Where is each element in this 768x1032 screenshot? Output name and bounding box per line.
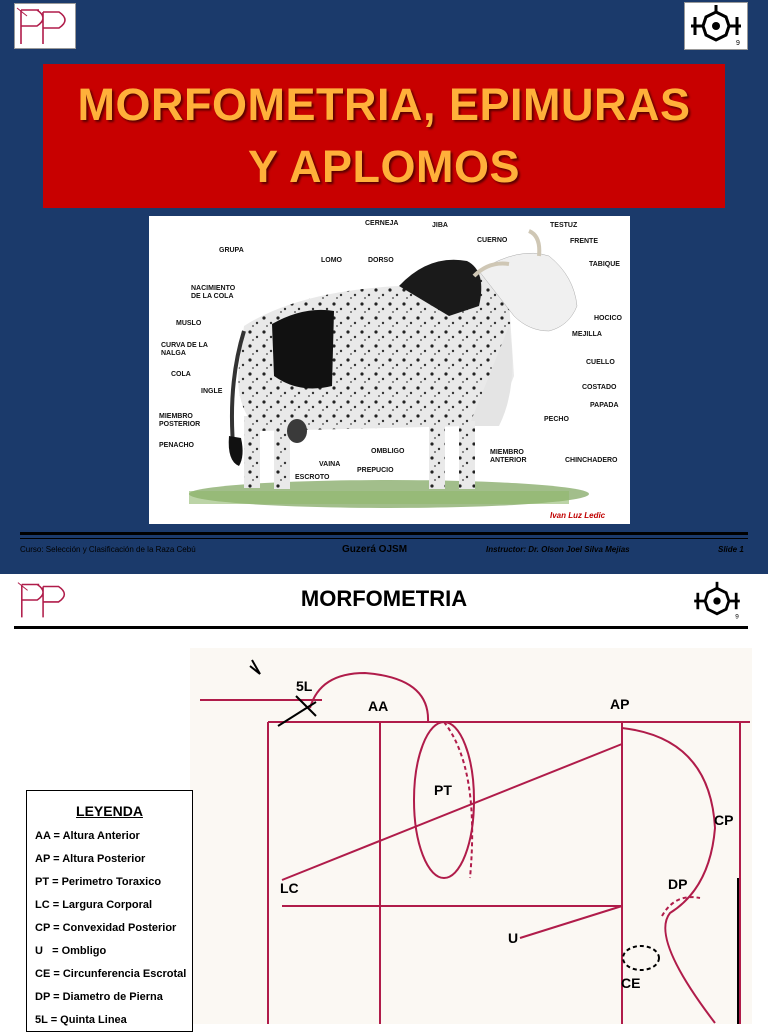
footer-course: Curso: Selección y Clasificación de la Raza Cebú	[20, 545, 196, 554]
gear-brand-icon	[685, 3, 747, 49]
diagram-label-cp: CP	[714, 812, 734, 828]
diagram-label-ce: CE	[621, 975, 641, 991]
morphometry-diagram	[190, 648, 752, 1024]
label-mejilla: MEJILLA	[572, 331, 602, 338]
left-logo	[14, 3, 76, 49]
legend-item: U = Ombligo	[35, 945, 107, 957]
legend-item: CE = Circunferencia Escrotal	[35, 968, 187, 980]
label-escroto: ESCROTO	[295, 474, 330, 481]
legend-item: AP = Altura Posterior	[35, 853, 146, 865]
slide2-title: MORFOMETRIA	[300, 586, 468, 611]
label-chinchadero: CHINCHADERO	[565, 457, 618, 464]
label-hocico: HOCICO	[594, 315, 622, 322]
right-logo	[684, 2, 748, 50]
legend-item: AA = Altura Anterior	[35, 830, 140, 842]
label-costado: COSTADO	[582, 384, 617, 391]
label-tabique: TABIQUE	[589, 261, 620, 268]
label-cuello: CUELLO	[586, 359, 615, 366]
morphometry-lines	[190, 648, 752, 1024]
label-pecho: PECHO	[544, 416, 569, 423]
diagram-label-pt: PT	[434, 782, 452, 798]
footer-rule-top	[20, 532, 748, 535]
label-curva-nalga: CURVA DE LA NALGA	[161, 342, 208, 357]
legend-item: PT = Perimetro Toraxico	[35, 876, 162, 888]
brand-logo-icon	[15, 4, 75, 48]
footer-rule-bottom	[20, 538, 748, 539]
slide-title-line-1: MORFOMETRIA, EPIMURAS	[77, 79, 691, 130]
label-muslo: MUSLO	[176, 320, 202, 327]
label-frente: FRENTE	[570, 238, 598, 245]
slide-title-box	[43, 64, 725, 208]
diagram-label-ap: AP	[610, 696, 630, 712]
label-miembro-posterior: MIEMBRO POSTERIOR	[159, 413, 201, 428]
label-ombligo: OMBLIGO	[371, 448, 405, 455]
footer-instructor: Instructor: Dr. Olson Joel Silva Mejías	[486, 545, 630, 554]
footer-center: Guzerá OJSM	[342, 544, 408, 555]
legend-title: LEYENDA	[76, 803, 143, 819]
diagram-label-aa: AA	[368, 698, 389, 714]
svg-text:9: 9	[736, 40, 740, 47]
label-cuerno: CUERNO	[477, 237, 508, 244]
label-miembro-anterior: MIEMBRO ANTERIOR	[490, 449, 527, 464]
diagram-label-dp: DP	[668, 876, 688, 892]
label-cerneja: CERNEJA	[365, 220, 399, 227]
label-prepucio: PREPUCIO	[357, 467, 394, 474]
diagram-label-5l: 5L	[296, 678, 313, 694]
label-jiba: JIBA	[432, 222, 448, 229]
gear-brand-icon	[688, 580, 746, 622]
diagram-label-lc: LC	[280, 880, 299, 896]
label-cola: COLA	[171, 371, 191, 378]
label-testuz: TESTUZ	[550, 222, 578, 229]
photo-credit: Ivan Luz Ledic	[550, 511, 606, 520]
diagram-label-u: U	[508, 930, 519, 946]
label-penacho: PENACHO	[159, 442, 195, 449]
footer-slide-number: Slide 1	[718, 545, 744, 554]
label-ingle: INGLE	[201, 388, 223, 395]
label-vaina: VAINA	[319, 461, 341, 468]
legend-item: CP = Convexidad Posterior	[35, 922, 177, 934]
legend-item: LC = Largura Corporal	[35, 899, 153, 911]
svg-text:9: 9	[735, 613, 739, 621]
label-papada: PAPADA	[590, 402, 619, 409]
label-lomo: LOMO	[321, 257, 342, 264]
slide-title-line-2: Y APLOMOS	[247, 141, 521, 192]
slide2-right-logo	[688, 580, 746, 622]
label-dorso: DORSO	[368, 257, 394, 264]
cattle-anatomy-photo	[149, 216, 630, 524]
legend-item: 5L = Quinta Linea	[35, 1014, 127, 1026]
legend-item: DP = Diametro de Pierna	[35, 991, 163, 1003]
slide2-divider	[14, 626, 748, 629]
label-grupa: GRUPA	[219, 247, 244, 254]
label-nacimiento-cola: NACIMIENTO DE LA COLA	[191, 285, 236, 300]
legend-box	[26, 790, 193, 1032]
